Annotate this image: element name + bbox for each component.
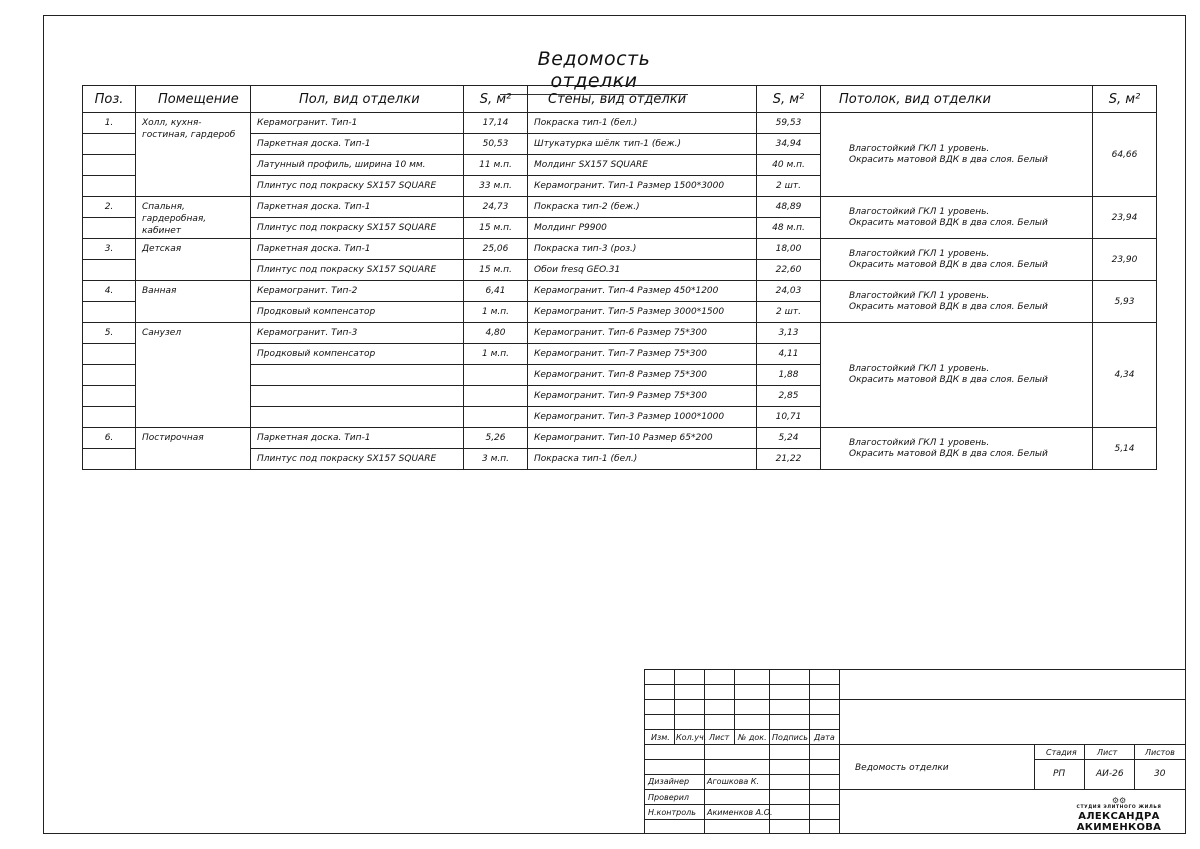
stamp-stage: РП — [1053, 769, 1066, 779]
cell-walls: Молдинг SX157 SQUARE — [528, 155, 757, 176]
header-floor-area: S, м² — [464, 86, 528, 113]
finishing-schedule-table — [82, 85, 1157, 470]
ceiling-line-2: Окрасить матовой ВДК в два слоя. Белый — [849, 259, 1048, 270]
cell-floor-area: 11 м.п. — [464, 155, 528, 176]
page-title: Ведомость отделки — [500, 48, 688, 95]
cell-walls-area: 22,60 — [757, 260, 821, 281]
stamp-control-role: Н.контроль — [648, 808, 696, 817]
cell-ceiling — [821, 239, 1093, 281]
cell-ceiling-area: 4,34 — [1093, 323, 1157, 428]
cell-floor: Паркетная доска. Тип-1 — [251, 134, 464, 155]
ceiling-line-1: Влагостойкий ГКЛ 1 уровень. — [849, 206, 990, 217]
cell-ceiling — [821, 197, 1093, 239]
cell-walls-area: 4,11 — [757, 344, 821, 365]
logo-big-text: АЛЕКСАНДРА АКИМЕНКОВА — [1076, 811, 1162, 833]
cell-ceiling-area: 64,66 — [1093, 113, 1157, 197]
cell-walls-area: 34,94 — [757, 134, 821, 155]
cell-ceiling-area: 23,90 — [1093, 239, 1157, 281]
cell-floor: Керамогранит. Тип-1 — [251, 113, 464, 134]
cell-floor: Плинтус под покраску SX157 SQUARE — [251, 218, 464, 239]
cell-walls-area: 21,22 — [757, 449, 821, 470]
cell-walls: Керамогранит. Тип-3 Размер 1000*1000 — [528, 407, 757, 428]
cell-floor-area: 15 м.п. — [464, 260, 528, 281]
table-row — [83, 197, 1157, 218]
stamp-col-doc: № док. — [738, 733, 767, 742]
cell-ceiling — [821, 281, 1093, 323]
cell-walls-area: 2 шт. — [757, 176, 821, 197]
ceiling-line-2: Окрасить матовой ВДК в два слоя. Белый — [849, 217, 1048, 228]
stamp-col-sign: Подпись — [772, 733, 808, 742]
cell-pos — [83, 302, 136, 323]
stamp-sheet-label: Лист — [1097, 748, 1118, 757]
cell-walls: Керамогранит. Тип-1 Размер 1500*3000 — [528, 176, 757, 197]
cell-room: Спальня, гардеробная, кабинет — [136, 197, 251, 239]
cell-walls: Керамогранит. Тип-5 Размер 3000*1500 — [528, 302, 757, 323]
cell-floor: Плинтус под покраску SX157 SQUARE — [251, 260, 464, 281]
ceiling-line-1: Влагостойкий ГКЛ 1 уровень. — [849, 248, 990, 259]
cell-pos: 3. — [83, 239, 136, 260]
cell-ceiling — [821, 428, 1093, 470]
cell-floor-area: 1 м.п. — [464, 344, 528, 365]
cell-walls: Покраска тип-1 (бел.) — [528, 113, 757, 134]
cell-walls: Керамогранит. Тип-7 Размер 75*300 — [528, 344, 757, 365]
cell-walls: Покраска тип-1 (бел.) — [528, 449, 757, 470]
cell-room: Санузел — [136, 323, 251, 428]
cell-walls: Керамогранит. Тип-9 Размер 75*300 — [528, 386, 757, 407]
cell-walls-area: 10,71 — [757, 407, 821, 428]
cell-floor-area: 50,53 — [464, 134, 528, 155]
cell-floor: Керамогранит. Тип-3 — [251, 323, 464, 344]
cell-floor-area: 24,73 — [464, 197, 528, 218]
cell-pos — [83, 344, 136, 365]
cell-floor-area: 33 м.п. — [464, 176, 528, 197]
cell-walls: Обои fresq GEO.31 — [528, 260, 757, 281]
cell-pos — [83, 218, 136, 239]
cell-pos: 4. — [83, 281, 136, 302]
cell-pos: 5. — [83, 323, 136, 344]
ceiling-line-1: Влагостойкий ГКЛ 1 уровень. — [849, 143, 990, 154]
header-ceiling-area: S, м² — [1093, 86, 1157, 113]
cell-ceiling-area: 23,94 — [1093, 197, 1157, 239]
cell-room: Детская — [136, 239, 251, 281]
cell-walls-area: 48,89 — [757, 197, 821, 218]
cell-floor-area: 15 м.п. — [464, 218, 528, 239]
ceiling-line-1: Влагостойкий ГКЛ 1 уровень. — [849, 364, 990, 374]
cell-walls: Керамогранит. Тип-10 Размер 65*200 — [528, 428, 757, 449]
cell-walls-area: 5,24 — [757, 428, 821, 449]
table-body — [83, 113, 1157, 470]
cell-walls-area: 2,85 — [757, 386, 821, 407]
header-ceiling: Потолок, вид отделки — [821, 86, 1093, 113]
cell-floor: Латунный профиль, ширина 10 мм. — [251, 155, 464, 176]
cell-ceiling — [821, 323, 1093, 428]
ceiling-line-2: Окрасить матовой ВДК в два слоя. Белый — [849, 448, 1048, 459]
table-header-row — [83, 86, 1157, 113]
cell-floor: Паркетная доска. Тип-1 — [251, 428, 464, 449]
table-row — [83, 113, 1157, 134]
logo-mark-icon: ⚙⚙ — [1111, 796, 1127, 805]
ceiling-line-1: Влагостойкий ГКЛ 1 уровень. — [849, 437, 990, 448]
table-row — [83, 323, 1157, 344]
cell-floor-area: 6,41 — [464, 281, 528, 302]
cell-walls-area: 1,88 — [757, 365, 821, 386]
cell-walls-area: 48 м.п. — [757, 218, 821, 239]
cell-walls: Керамогранит. Тип-8 Размер 75*300 — [528, 365, 757, 386]
cell-floor — [251, 386, 464, 407]
cell-room: Холл, кухня-гостиная, гардероб — [136, 113, 251, 197]
cell-floor: Керамогранит. Тип-2 — [251, 281, 464, 302]
ceiling-line-2: Окрасить матовой ВДК в два слоя. Белый — [849, 154, 1048, 165]
stamp-sheet-title: Ведомость отделки — [855, 763, 949, 773]
header-walls-area: S, м² — [757, 86, 821, 113]
stamp-col-izm: Изм. — [651, 733, 670, 742]
cell-pos — [83, 260, 136, 281]
cell-floor-area — [464, 407, 528, 428]
cell-pos: 6. — [83, 428, 136, 449]
cell-pos: 2. — [83, 197, 136, 218]
stamp-sheets-label: Листов — [1145, 748, 1175, 757]
cell-pos — [83, 155, 136, 176]
stamp-col-kol: Кол.уч. — [676, 733, 707, 742]
cell-ceiling-area: 5,14 — [1093, 428, 1157, 470]
cell-pos — [83, 134, 136, 155]
ceiling-line-2: Окрасить матовой ВДК в два слоя. Белый — [849, 375, 1048, 385]
cell-floor: Паркетная доска. Тип-1 — [251, 239, 464, 260]
cell-pos — [83, 386, 136, 407]
stamp-sheets: 30 — [1154, 769, 1166, 779]
table-row — [83, 281, 1157, 302]
stamp-stage-label: Стадия — [1046, 748, 1077, 757]
cell-pos — [83, 365, 136, 386]
header-floor: Пол, вид отделки — [251, 86, 464, 113]
stamp-designer-role: Дизайнер — [648, 777, 690, 786]
cell-walls-area: 59,53 — [757, 113, 821, 134]
cell-floor — [251, 365, 464, 386]
cell-walls-area: 40 м.п. — [757, 155, 821, 176]
stamp-checked-role: Проверил — [648, 793, 690, 802]
ceiling-line-1: Влагостойкий ГКЛ 1 уровень. — [849, 290, 990, 301]
cell-walls-area: 18,00 — [757, 239, 821, 260]
cell-floor-area — [464, 365, 528, 386]
cell-floor: Продковый компенсатор — [251, 302, 464, 323]
cell-walls-area: 2 шт. — [757, 302, 821, 323]
studio-logo — [1054, 796, 1184, 833]
stamp-designer-name: Агошкова К. — [707, 777, 759, 786]
cell-walls-area: 24,03 — [757, 281, 821, 302]
table-row — [83, 239, 1157, 260]
cell-room: Постирочная — [136, 428, 251, 470]
cell-floor: Продковый компенсатор — [251, 344, 464, 365]
cell-pos: 1. — [83, 113, 136, 134]
stamp-sheet: АИ-26 — [1096, 769, 1124, 779]
cell-floor-area: 3 м.п. — [464, 449, 528, 470]
cell-walls: Покраска тип-3 (роз.) — [528, 239, 757, 260]
cell-walls: Керамогранит. Тип-4 Размер 450*1200 — [528, 281, 757, 302]
cell-walls: Керамогранит. Тип-6 Размер 75*300 — [528, 323, 757, 344]
ceiling-line-2: Окрасить матовой ВДК в два слоя. Белый — [849, 301, 1048, 312]
cell-floor — [251, 407, 464, 428]
cell-floor-area: 25,06 — [464, 239, 528, 260]
logo-small-text: СТУДИЯ ЭЛИТНОГО ЖИЛЬЯ — [1076, 805, 1162, 810]
cell-floor-area: 4,80 — [464, 323, 528, 344]
header-room: Помещение — [136, 86, 251, 113]
cell-ceiling — [821, 113, 1093, 197]
cell-walls: Молдинг P9900 — [528, 218, 757, 239]
cell-room: Ванная — [136, 281, 251, 323]
cell-walls: Покраска тип-2 (беж.) — [528, 197, 757, 218]
stamp-control-name: Акименков А.О. — [707, 808, 773, 817]
cell-floor-area: 1 м.п. — [464, 302, 528, 323]
cell-floor: Паркетная доска. Тип-1 — [251, 197, 464, 218]
cell-pos — [83, 449, 136, 470]
cell-floor-area: 5,26 — [464, 428, 528, 449]
cell-floor: Плинтус под покраску SX157 SQUARE — [251, 449, 464, 470]
stamp-col-list: Лист — [709, 733, 730, 742]
cell-floor-area: 17,14 — [464, 113, 528, 134]
cell-pos — [83, 176, 136, 197]
stamp-col-date: Дата — [814, 733, 835, 742]
table-row — [83, 428, 1157, 449]
cell-walls: Штукатурка шёлк тип-1 (беж.) — [528, 134, 757, 155]
header-pos: Поз. — [83, 86, 136, 113]
header-walls: Стены, вид отделки — [528, 86, 757, 113]
cell-pos — [83, 407, 136, 428]
cell-ceiling-area: 5,93 — [1093, 281, 1157, 323]
cell-floor-area — [464, 386, 528, 407]
cell-walls-area: 3,13 — [757, 323, 821, 344]
cell-floor: Плинтус под покраску SX157 SQUARE — [251, 176, 464, 197]
